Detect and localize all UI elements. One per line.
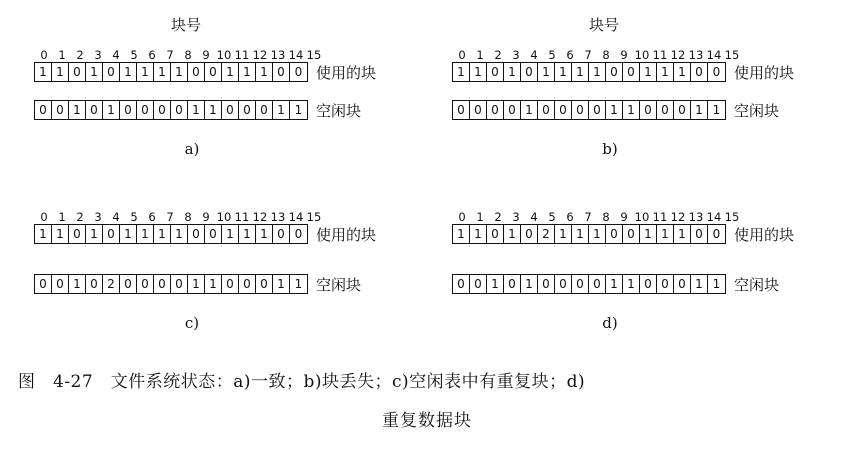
used-bit-cell: 1 <box>171 225 188 243</box>
used-bitmap <box>34 62 308 82</box>
used-bit-cell: 1 <box>572 63 589 81</box>
free-label: 空闲块 <box>734 275 780 294</box>
free-bit-cell: 1 <box>521 275 538 293</box>
free-label: 空闲块 <box>316 101 362 120</box>
used-blocks-row <box>34 62 376 82</box>
free-bitmap <box>452 100 726 120</box>
free-bit-cell: 0 <box>52 101 69 119</box>
free-bit-cell: 0 <box>538 275 555 293</box>
free-bit-cell: 0 <box>171 275 188 293</box>
free-bit-cell: 1 <box>521 101 538 119</box>
block-index-label: 6 <box>148 210 156 224</box>
used-bit-cell: 1 <box>657 225 674 243</box>
block-index-label: 8 <box>602 48 610 62</box>
free-bit-cell: 1 <box>623 275 640 293</box>
free-bit-cell: 1 <box>712 103 721 117</box>
panel-tag: c) <box>184 314 200 332</box>
used-bit-cell: 1 <box>453 63 470 81</box>
used-bitmap <box>452 224 726 244</box>
free-bit-cell: 0 <box>589 101 606 119</box>
block-index-label: 4 <box>530 210 538 224</box>
free-bit-cell: 0 <box>120 275 137 293</box>
used-label: 使用的块 <box>316 63 377 82</box>
used-bit-cell: 0 <box>188 225 205 243</box>
block-index-label: 12 <box>670 48 686 62</box>
used-bit-cell: 1 <box>222 225 239 243</box>
used-bit-cell: 1 <box>538 63 555 81</box>
block-index-label: 1 <box>476 48 484 62</box>
free-bit-cell: 1 <box>606 101 623 119</box>
used-bit-cell: 1 <box>555 225 572 243</box>
free-bit-cell: 0 <box>35 101 52 119</box>
free-bit-cell: 0 <box>470 101 487 119</box>
free-bit-cell: 1 <box>294 277 303 291</box>
used-bit-cell: 0 <box>103 225 120 243</box>
used-bit-cell: 1 <box>171 63 188 81</box>
free-bit-cell: 0 <box>453 101 470 119</box>
used-bit-cell: 1 <box>640 63 657 81</box>
block-index-label: 7 <box>166 210 174 224</box>
used-bit-cell: 1 <box>589 225 606 243</box>
free-bit-cell: 0 <box>572 101 589 119</box>
used-bit-cell: 1 <box>137 225 154 243</box>
free-bit-cell: 0 <box>640 275 657 293</box>
used-bit-cell: 0 <box>712 227 721 241</box>
free-bit-cell: 0 <box>239 275 256 293</box>
free-bit-cell: 0 <box>35 275 52 293</box>
free-bit-cell: 0 <box>120 101 137 119</box>
used-bitmap <box>452 62 726 82</box>
free-bit-cell: 1 <box>188 101 205 119</box>
used-bit-cell: 1 <box>154 225 171 243</box>
free-bit-cell: 0 <box>504 101 521 119</box>
block-index-label: 13 <box>270 210 286 224</box>
free-bit-cell: 1 <box>691 275 708 293</box>
used-label: 使用的块 <box>734 63 795 82</box>
block-index-label: 7 <box>584 48 592 62</box>
block-index-label: 11 <box>234 210 250 224</box>
used-bit-cell: 1 <box>640 225 657 243</box>
used-bit-cell: 0 <box>273 63 290 81</box>
panel-c <box>34 202 414 362</box>
block-index-label: 14 <box>706 48 722 62</box>
panel-title: 块号 <box>588 16 619 34</box>
free-bit-cell: 1 <box>691 101 708 119</box>
block-index-label: 11 <box>652 48 668 62</box>
block-index-label: 3 <box>512 48 520 62</box>
free-bit-cell: 0 <box>555 101 572 119</box>
panel-tag: b) <box>602 140 618 158</box>
free-bit-cell: 0 <box>171 101 188 119</box>
block-index-label: 11 <box>652 210 668 224</box>
block-index-label: 5 <box>130 48 138 62</box>
used-bit-cell: 0 <box>606 63 623 81</box>
free-bit-cell: 1 <box>273 275 290 293</box>
free-bit-cell: 0 <box>86 275 103 293</box>
block-index-label: 0 <box>458 48 466 62</box>
block-index-label: 7 <box>584 210 592 224</box>
used-bit-cell: 0 <box>623 63 640 81</box>
block-index-label: 11 <box>234 48 250 62</box>
used-label: 使用的块 <box>316 225 377 244</box>
used-bit-cell: 1 <box>222 63 239 81</box>
free-bit-cell: 0 <box>137 275 154 293</box>
used-bitmap <box>34 224 308 244</box>
free-bit-cell: 1 <box>606 275 623 293</box>
block-index-label: 12 <box>670 210 686 224</box>
free-bitmap <box>34 274 308 294</box>
block-index-label: 2 <box>76 48 84 62</box>
block-index-label: 6 <box>566 48 574 62</box>
block-index-label: 1 <box>58 48 66 62</box>
used-bit-cell: 1 <box>256 63 273 81</box>
block-index-label: 4 <box>112 210 120 224</box>
block-index-label: 14 <box>288 48 304 62</box>
free-bit-cell: 0 <box>137 101 154 119</box>
used-bit-cell: 0 <box>691 63 708 81</box>
used-bit-cell: 1 <box>52 225 69 243</box>
block-index-label: 9 <box>620 48 628 62</box>
used-bit-cell: 1 <box>555 63 572 81</box>
block-index-label: 4 <box>112 48 120 62</box>
used-blocks-row <box>452 224 794 244</box>
used-bit-cell: 1 <box>453 225 470 243</box>
used-bit-cell: 1 <box>35 225 52 243</box>
free-bit-cell: 0 <box>86 101 103 119</box>
block-index-label: 10 <box>216 210 232 224</box>
used-bit-cell: 1 <box>86 225 103 243</box>
free-bit-cell: 0 <box>674 101 691 119</box>
free-bit-cell: 1 <box>69 101 86 119</box>
block-index-label: 10 <box>634 48 650 62</box>
used-bit-cell: 1 <box>120 63 137 81</box>
used-bit-cell: 0 <box>188 63 205 81</box>
free-bit-cell: 0 <box>504 275 521 293</box>
free-bit-cell: 0 <box>52 275 69 293</box>
used-bit-cell: 0 <box>273 225 290 243</box>
block-index-label: 0 <box>40 210 48 224</box>
block-index-label: 10 <box>216 48 232 62</box>
used-bit-cell: 1 <box>504 63 521 81</box>
index-row <box>453 48 741 62</box>
block-index-label: 5 <box>548 210 556 224</box>
used-bit-cell: 0 <box>205 63 222 81</box>
block-index-label: 15 <box>724 210 740 224</box>
block-index-label: 12 <box>252 210 268 224</box>
used-bit-cell: 0 <box>487 225 504 243</box>
block-index-label: 15 <box>306 210 322 224</box>
block-index-label: 8 <box>184 210 192 224</box>
block-index-label: 4 <box>530 48 538 62</box>
index-row <box>453 210 741 224</box>
index-row <box>35 210 323 224</box>
free-blocks-row <box>452 274 779 294</box>
free-bit-cell: 0 <box>572 275 589 293</box>
free-bit-cell: 0 <box>256 101 273 119</box>
free-bitmap <box>452 274 726 294</box>
block-index-label: 2 <box>494 210 502 224</box>
free-bit-cell: 0 <box>538 101 555 119</box>
free-label: 空闲块 <box>316 275 362 294</box>
block-index-label: 13 <box>688 210 704 224</box>
block-index-label: 9 <box>202 210 210 224</box>
used-bit-cell: 0 <box>103 63 120 81</box>
used-bit-cell: 0 <box>294 65 303 79</box>
block-index-label: 9 <box>620 210 628 224</box>
block-index-label: 3 <box>94 210 102 224</box>
free-bit-cell: 0 <box>222 101 239 119</box>
used-bit-cell: 1 <box>504 225 521 243</box>
block-index-label: 8 <box>602 210 610 224</box>
free-bit-cell: 0 <box>154 275 171 293</box>
free-bit-cell: 1 <box>103 101 120 119</box>
figure-caption: 图 4-27 文件系统状态：a)一致；b)块丢失；c)空闲表中有重复块；d) <box>18 372 586 392</box>
panel-tag: a) <box>184 140 200 158</box>
used-bit-cell: 1 <box>256 225 273 243</box>
free-blocks-row <box>34 274 361 294</box>
free-bit-cell: 1 <box>205 275 222 293</box>
used-bit-cell: 1 <box>572 225 589 243</box>
used-bit-cell: 1 <box>86 63 103 81</box>
panel-title: 块号 <box>170 16 201 34</box>
free-bit-cell: 0 <box>470 275 487 293</box>
used-bit-cell: 1 <box>239 63 256 81</box>
free-bit-cell: 1 <box>294 103 303 117</box>
block-index-label: 1 <box>58 210 66 224</box>
free-bit-cell: 2 <box>103 275 120 293</box>
used-bit-cell: 1 <box>657 63 674 81</box>
free-bit-cell: 0 <box>555 275 572 293</box>
free-bit-cell: 0 <box>640 101 657 119</box>
block-index-label: 14 <box>706 210 722 224</box>
block-index-label: 1 <box>476 210 484 224</box>
index-row <box>35 48 323 62</box>
free-bit-cell: 1 <box>623 101 640 119</box>
free-bit-cell: 0 <box>674 275 691 293</box>
free-bit-cell: 0 <box>222 275 239 293</box>
used-bit-cell: 1 <box>239 225 256 243</box>
used-bit-cell: 0 <box>691 225 708 243</box>
block-index-label: 0 <box>458 210 466 224</box>
block-index-label: 5 <box>548 48 556 62</box>
free-bitmap <box>34 100 308 120</box>
free-bit-cell: 0 <box>256 275 273 293</box>
free-bit-cell: 1 <box>205 101 222 119</box>
free-bit-cell: 1 <box>69 275 86 293</box>
used-bit-cell: 1 <box>120 225 137 243</box>
block-index-label: 2 <box>76 210 84 224</box>
used-bit-cell: 1 <box>589 63 606 81</box>
used-bit-cell: 1 <box>154 63 171 81</box>
free-bit-cell: 0 <box>657 101 674 119</box>
block-index-label: 14 <box>288 210 304 224</box>
block-index-label: 2 <box>494 48 502 62</box>
panel-a <box>34 14 414 174</box>
panel-tag: d) <box>602 314 618 332</box>
used-bit-cell: 0 <box>623 225 640 243</box>
block-index-label: 5 <box>130 210 138 224</box>
free-bit-cell: 0 <box>154 101 171 119</box>
used-bit-cell: 1 <box>52 63 69 81</box>
block-index-label: 0 <box>40 48 48 62</box>
free-bit-cell: 0 <box>589 275 606 293</box>
used-bit-cell: 0 <box>521 225 538 243</box>
used-bit-cell: 2 <box>538 225 555 243</box>
block-index-label: 13 <box>688 48 704 62</box>
block-index-label: 6 <box>148 48 156 62</box>
panel-b <box>452 14 832 174</box>
block-index-label: 3 <box>94 48 102 62</box>
panel-d <box>452 202 832 362</box>
free-bit-cell: 1 <box>273 101 290 119</box>
used-bit-cell: 0 <box>205 225 222 243</box>
used-bit-cell: 0 <box>294 227 303 241</box>
used-bit-cell: 1 <box>35 63 52 81</box>
free-blocks-row <box>34 100 361 120</box>
used-bit-cell: 1 <box>137 63 154 81</box>
used-bit-cell: 0 <box>606 225 623 243</box>
block-index-label: 8 <box>184 48 192 62</box>
free-bit-cell: 1 <box>712 277 721 291</box>
free-blocks-row <box>452 100 779 120</box>
free-bit-cell: 1 <box>188 275 205 293</box>
block-index-label: 12 <box>252 48 268 62</box>
free-bit-cell: 0 <box>487 101 504 119</box>
used-bit-cell: 1 <box>674 225 691 243</box>
block-index-label: 3 <box>512 210 520 224</box>
used-label: 使用的块 <box>734 225 795 244</box>
used-bit-cell: 0 <box>521 63 538 81</box>
block-index-label: 10 <box>634 210 650 224</box>
used-bit-cell: 1 <box>470 63 487 81</box>
used-bit-cell: 1 <box>674 63 691 81</box>
used-blocks-row <box>34 224 376 244</box>
free-bit-cell: 0 <box>239 101 256 119</box>
used-bit-cell: 0 <box>712 65 721 79</box>
figure-caption-continued: 重复数据块 <box>382 411 472 431</box>
block-index-label: 7 <box>166 48 174 62</box>
used-bit-cell: 0 <box>487 63 504 81</box>
block-index-label: 15 <box>306 48 322 62</box>
free-label: 空闲块 <box>734 101 780 120</box>
block-index-label: 13 <box>270 48 286 62</box>
used-bit-cell: 0 <box>69 63 86 81</box>
block-index-label: 15 <box>724 48 740 62</box>
free-bit-cell: 0 <box>657 275 674 293</box>
block-index-label: 6 <box>566 210 574 224</box>
used-bit-cell: 0 <box>69 225 86 243</box>
used-bit-cell: 1 <box>470 225 487 243</box>
block-index-label: 9 <box>202 48 210 62</box>
free-bit-cell: 0 <box>453 275 470 293</box>
free-bit-cell: 1 <box>487 275 504 293</box>
used-blocks-row <box>452 62 794 82</box>
